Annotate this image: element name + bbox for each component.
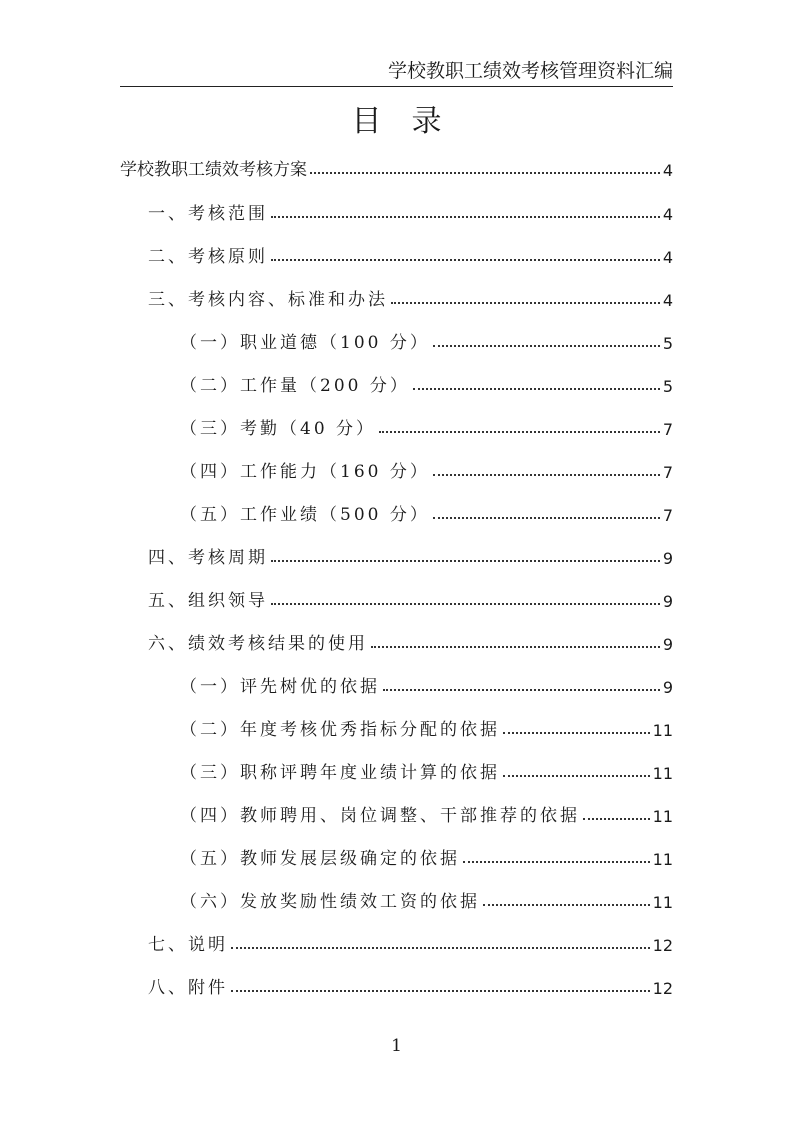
toc-entry-page: 7	[662, 463, 673, 482]
toc-entry-label: （五）工作业绩（500 分）	[180, 505, 430, 525]
toc-leader-dots	[503, 775, 650, 777]
toc-leader-dots	[271, 603, 660, 605]
toc-entry-page: 4	[662, 205, 673, 224]
toc-entry[interactable]	[180, 800, 673, 826]
toc-entry-page: 11	[652, 721, 673, 740]
toc-entry-page: 5	[662, 377, 673, 396]
toc-entry[interactable]	[120, 154, 673, 180]
toc-leader-dots	[379, 431, 660, 433]
toc-entry-label: （三）考勤（40 分）	[180, 419, 377, 439]
toc-entry-label: （六）发放奖励性绩效工资的依据	[180, 892, 480, 912]
toc-entry-page: 5	[662, 334, 673, 353]
toc-entry-page: 9	[662, 635, 673, 654]
toc-entry-page: 11	[652, 807, 673, 826]
toc-entry[interactable]	[180, 843, 673, 869]
toc-entry-label: （一）职业道德（100 分）	[180, 333, 430, 353]
toc-entry-label: 三、考核内容、标准和办法	[148, 290, 388, 310]
toc-entry[interactable]	[180, 413, 673, 439]
toc-leader-dots	[271, 560, 660, 562]
toc-entry-page: 7	[662, 506, 673, 525]
toc-entry-page: 11	[652, 764, 673, 783]
toc-entry[interactable]	[180, 370, 673, 396]
toc-entry-label: （一）评先树优的依据	[180, 677, 380, 697]
toc-leader-dots	[383, 689, 660, 691]
toc-entry-label: 一、考核范围	[148, 204, 268, 224]
toc-entry[interactable]	[180, 886, 673, 912]
toc-entry-label: 四、考核周期	[148, 548, 268, 568]
toc-leader-dots	[583, 818, 650, 820]
toc-entry[interactable]	[148, 628, 673, 654]
page-number: 1	[391, 1036, 402, 1056]
toc-entry[interactable]	[148, 929, 673, 955]
toc-title: 目录	[351, 104, 472, 139]
toc-entry-page: 9	[662, 592, 673, 611]
toc-entry-label: 八、附件	[148, 978, 228, 998]
toc-entry-page: 4	[662, 248, 673, 267]
toc-leader-dots	[310, 172, 660, 174]
toc-entry-label: （五）教师发展层级确定的依据	[180, 849, 460, 869]
toc-entry[interactable]	[180, 456, 673, 482]
toc-entry-label: （二）工作量（200 分）	[180, 376, 410, 396]
toc-entry[interactable]	[180, 714, 673, 740]
toc-leader-dots	[391, 302, 660, 304]
toc-entry-label: （二）年度考核优秀指标分配的依据	[180, 720, 500, 740]
toc-entry[interactable]	[180, 757, 673, 783]
toc-entry-page: 7	[662, 420, 673, 439]
toc-entry[interactable]	[180, 327, 673, 353]
toc-entry-page: 4	[662, 161, 673, 180]
toc-entry-page: 11	[652, 850, 673, 869]
header-title: 学校教职工绩效考核管理资料汇编	[387, 60, 673, 82]
toc-leader-dots	[433, 517, 660, 519]
toc-leader-dots	[413, 388, 660, 390]
toc-entry[interactable]	[148, 241, 673, 267]
toc-leader-dots	[503, 732, 650, 734]
toc-entry-label: （三）职称评聘年度业绩计算的依据	[180, 763, 500, 783]
page-header	[120, 52, 673, 87]
toc-entry-label: 二、考核原则	[148, 247, 268, 267]
toc-leader-dots	[433, 345, 660, 347]
toc-leader-dots	[483, 904, 650, 906]
toc-entry-label: 学校教职工绩效考核方案	[120, 160, 307, 180]
toc-entry[interactable]	[148, 542, 673, 568]
toc-entry-page: 11	[652, 893, 673, 912]
toc-entry-label: （四）工作能力（160 分）	[180, 462, 430, 482]
toc-leader-dots	[271, 216, 660, 218]
toc-leader-dots	[433, 474, 660, 476]
toc-entry[interactable]	[148, 198, 673, 224]
toc-leader-dots	[463, 861, 650, 863]
toc-entry[interactable]	[148, 972, 673, 998]
toc-entry-label: （四）教师聘用、岗位调整、干部推荐的依据	[180, 806, 580, 826]
toc-entry-page: 9	[662, 549, 673, 568]
toc-entry-label: 七、说明	[148, 935, 228, 955]
toc-entry[interactable]	[180, 671, 673, 697]
toc-entry-page: 4	[662, 291, 673, 310]
toc-leader-dots	[231, 990, 650, 992]
toc-entry[interactable]	[148, 284, 673, 310]
toc-entry-page: 9	[662, 678, 673, 697]
toc-leader-dots	[231, 947, 650, 949]
toc-entry-page: 12	[652, 936, 673, 955]
toc-entry-label: 五、组织领导	[148, 591, 268, 611]
toc-entry[interactable]	[180, 499, 673, 525]
toc-leader-dots	[271, 259, 660, 261]
toc-entry-label: 六、绩效考核结果的使用	[148, 634, 368, 654]
toc-leader-dots	[371, 646, 660, 648]
toc-entry-page: 12	[652, 979, 673, 998]
toc-entry[interactable]	[148, 585, 673, 611]
